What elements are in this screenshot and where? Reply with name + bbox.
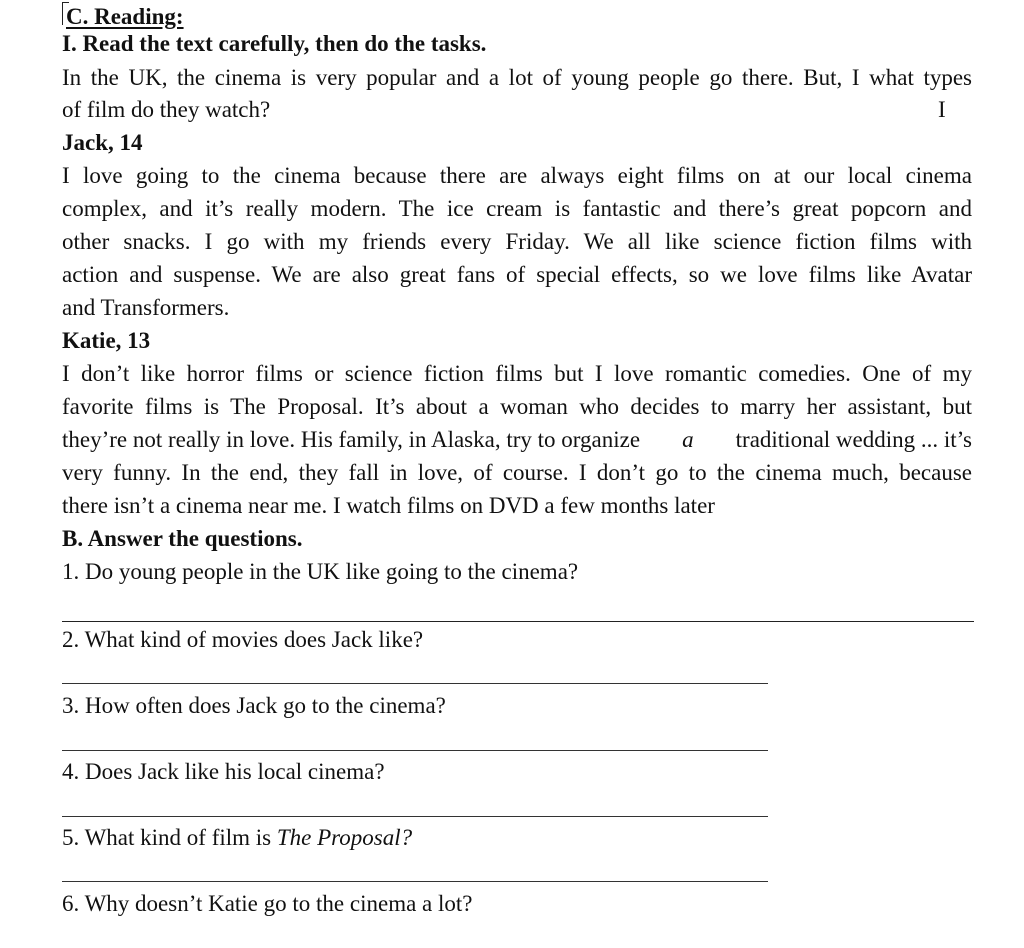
question-5-title: The Proposal? (276, 825, 413, 850)
jack-name: Jack, 14 (62, 130, 143, 155)
section-heading: C. Reading: (66, 4, 184, 29)
question-4: 4. Does Jack like his local cinema? (62, 759, 385, 784)
jack-line-1: I love going to the cinema because there are always eight films on at our local cinema (62, 163, 972, 188)
katie-line-3-part-b: traditional wedding ... it’s (735, 427, 972, 452)
question-1: 1. Do young people in the UK like going to the cinema? (62, 559, 579, 584)
intro-line-1: In the UK, the cinema is very popular and a lot of young people go there. But, I what types (62, 65, 972, 90)
answer-line-4[interactable] (62, 816, 768, 817)
stray-mark: I (938, 97, 946, 122)
question-6: 6. Why doesn’t Katie go to the cinema a lot? (62, 891, 473, 916)
part1-instruction: I. Read the text carefully, then do the tasks. (62, 31, 487, 56)
part2-instruction: B. Answer the questions. (62, 526, 303, 551)
question-3: 3. How often does Jack go to the cinema? (62, 693, 446, 718)
question-2: 2. What kind of movies does Jack like? (62, 627, 424, 652)
jack-line-4: action and suspense. We are also great fans of special effects, so we love films like Avatar (62, 262, 972, 287)
katie-line-3 (62, 423, 972, 456)
intro-line-2: of film do they watch? (62, 97, 271, 122)
katie-line-2: favorite films is The Proposal. It’s about a woman who decides to marry her assistant, but (62, 394, 972, 419)
question-5-text: 5. What kind of film is (62, 825, 272, 850)
answer-line-3[interactable] (62, 750, 768, 751)
answer-line-2[interactable] (62, 683, 768, 684)
katie-line-4: very funny. In the end, they fall in love, of course. I don’t go to the cinema much, because (62, 460, 972, 485)
jack-line-3: other snacks. I go with my friends every Friday. We all like science fiction films with (62, 229, 972, 254)
answer-line-5[interactable] (62, 881, 768, 882)
katie-line-3-part-a: they’re not really in love. His family, in Alaska, try to organize (62, 427, 641, 452)
katie-line-5: there isn’t a cinema near me. I watch films on DVD a few months later (62, 493, 715, 518)
katie-name: Katie, 13 (62, 328, 151, 353)
question-5 (62, 821, 412, 854)
katie-line-1: I don’t like horror films or science fiction films but I love romantic comedies. One of my (62, 361, 972, 386)
jack-line-5: and Transformers. (62, 295, 230, 320)
answer-line-1[interactable] (62, 621, 974, 622)
katie-line-3-article: a (682, 427, 694, 452)
jack-line-2: complex, and it’s really modern. The ice cream is fantastic and there’s great popcorn and (62, 196, 972, 221)
